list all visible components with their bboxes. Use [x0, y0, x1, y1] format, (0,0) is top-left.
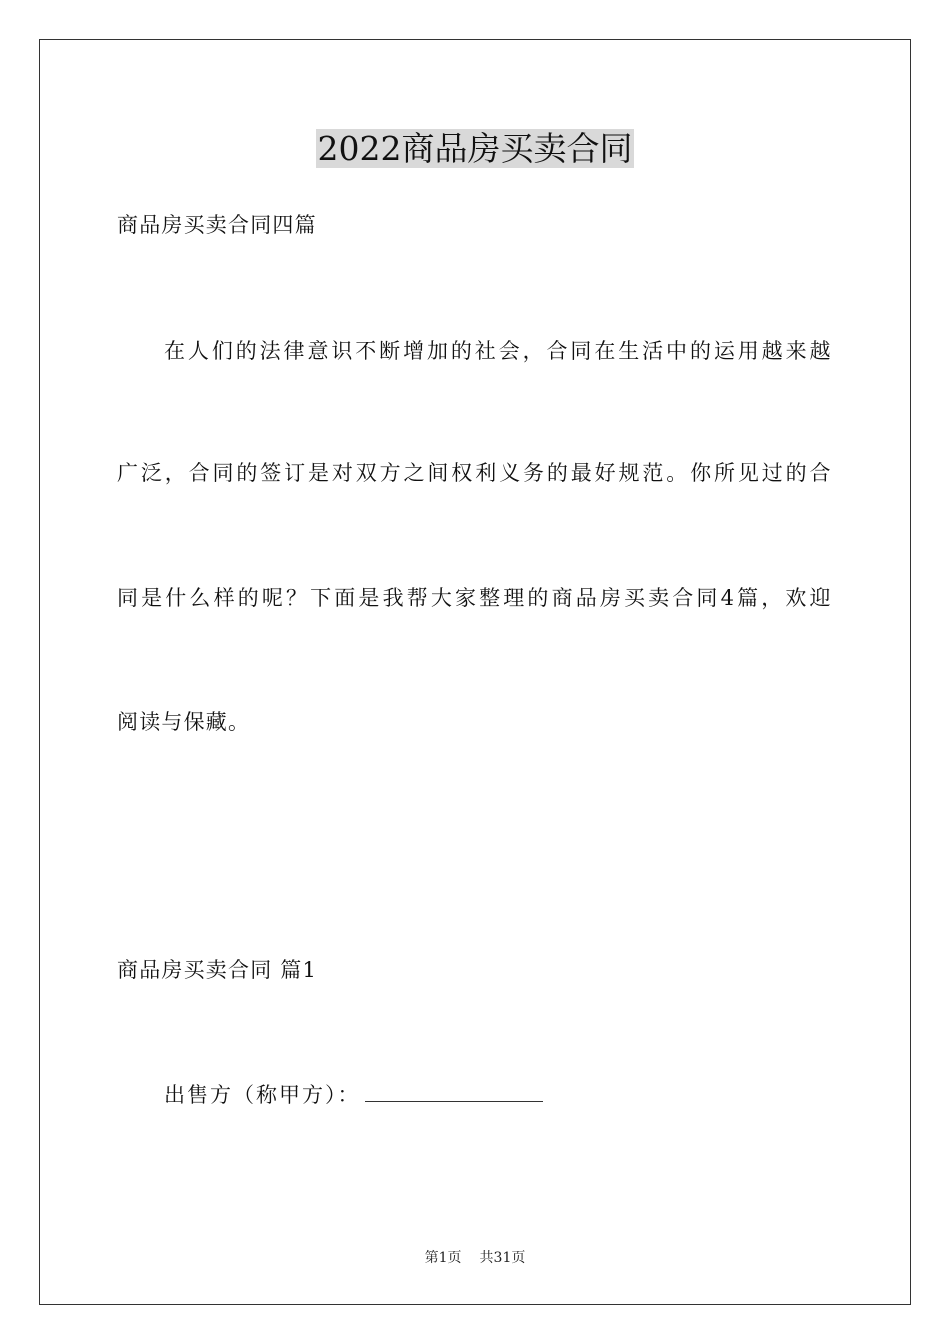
page-footer	[0, 1248, 950, 1268]
seller-field-row	[164, 1080, 543, 1110]
intro-line-4: 阅读与保藏。	[117, 710, 251, 734]
document-title	[0, 126, 950, 172]
seller-label: 出售方（称甲方）：	[164, 1083, 361, 1107]
document-subtitle: 商品房买卖合同四篇	[117, 213, 317, 237]
section-heading: 商品房买卖合同 篇1	[117, 958, 318, 982]
intro-line-3: 同是什么样的呢？下面是我帮大家整理的商品房买卖合同4篇，欢迎	[117, 586, 831, 610]
seller-name-blank	[365, 1081, 543, 1102]
document-title-text: 2022商品房买卖合同	[317, 129, 633, 168]
intro-line-2: 广泛，合同的签订是对双方之间权利义务的最好规范。你所见过的合	[117, 461, 831, 485]
intro-line-1: 在人们的法律意识不断增加的社会，合同在生活中的运用越来越	[164, 339, 831, 363]
page-total: 共31页	[479, 1250, 526, 1266]
page-number: 第1页	[424, 1250, 462, 1266]
